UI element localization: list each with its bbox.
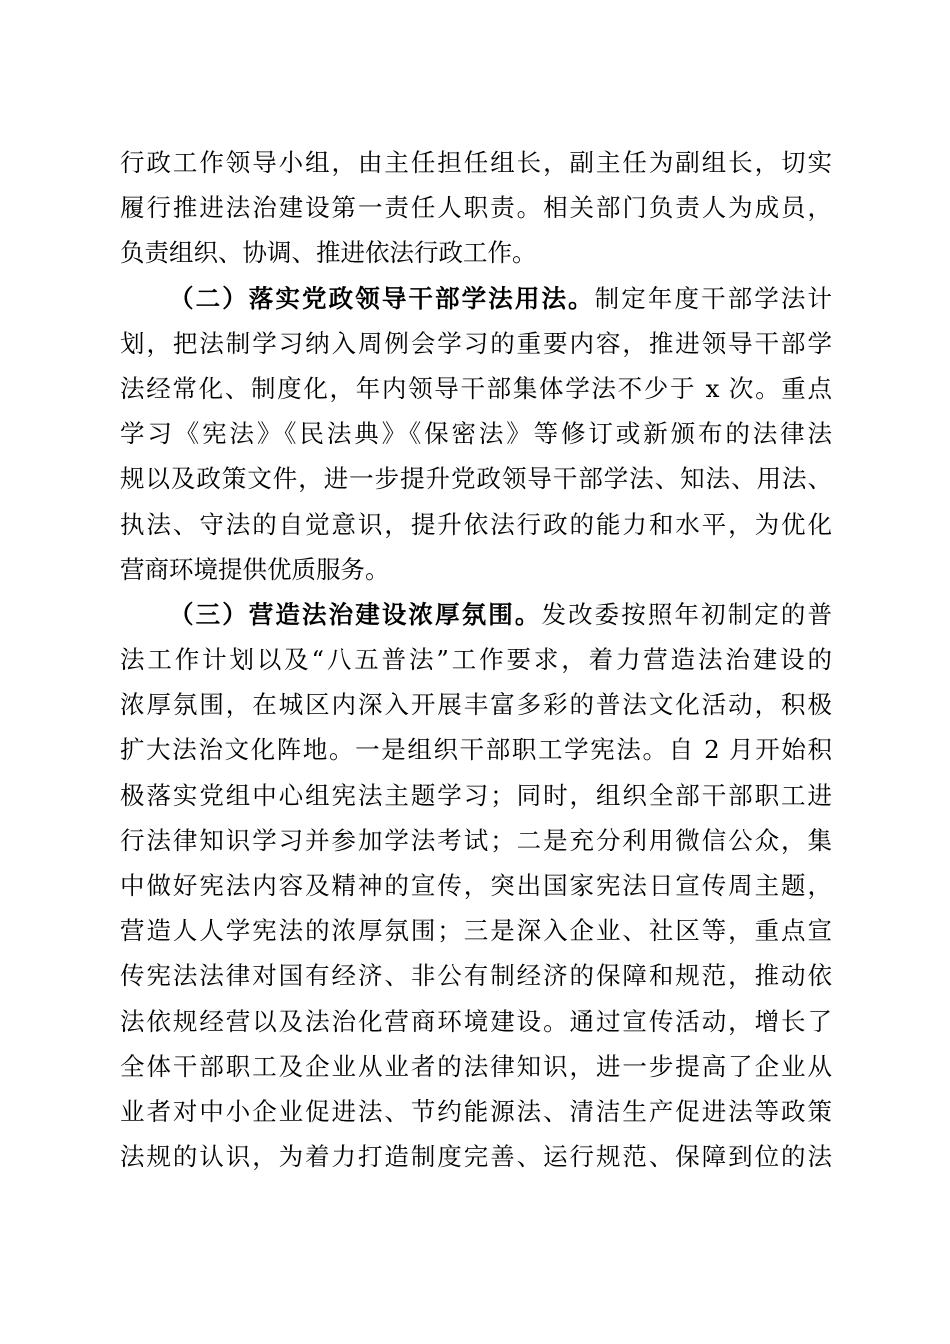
text-line: 营造人人学宪法的浓厚氛围；三是深入企业、社区等，重点宣 xyxy=(120,916,832,946)
text-line: 法规的认识，为着力打造制度完善、运行规范、保障到位的法 xyxy=(120,1142,832,1172)
paragraph-leadership-group xyxy=(120,140,832,276)
text-line: 传宪法法律对国有经济、非公有制经济的保障和规范，推动依 xyxy=(120,961,832,991)
document-body xyxy=(120,140,832,1179)
text-line: 法工作计划以及“八五普法”工作要求，着力营造法治建设的 xyxy=(120,645,832,675)
text-line: 负责组织、协调、推进依法行政工作。 xyxy=(120,238,537,268)
text-line: 营商环境提供优质服务。 xyxy=(120,554,390,584)
paragraph-cadre-law-study xyxy=(120,276,832,592)
text-line: 业者对中小企业促进法、节约能源法、清洁生产促进法等政策 xyxy=(120,1096,832,1126)
text-line: 履行推进法治建设第一责任人职责。相关部门负责人为成员， xyxy=(120,193,832,223)
text-line: 全体干部职工及企业从业者的法律知识，进一步提高了企业从 xyxy=(120,1051,832,1081)
text-line xyxy=(120,592,832,637)
text-span: 制定年度干部学法计 xyxy=(594,283,833,313)
section-heading: （三）营造法治建设浓厚氛围。 xyxy=(169,599,542,629)
text-line: 扩大法治文化阵地。一是组织干部职工学宪法。自 2 月开始积 xyxy=(120,735,832,765)
section-heading: （二）落实党政领导干部学法用法。 xyxy=(169,283,595,313)
text-line: 浓厚氛围，在城区内深入开展丰富多彩的普法文化活动，积极 xyxy=(120,690,832,720)
text-line: 行政工作领导小组，由主任担任组长，副主任为副组长，切实 xyxy=(120,148,832,177)
text-line: 法经常化、制度化，年内领导干部集体学法不少于 x 次。重点 xyxy=(120,373,832,403)
text-line: 执法、守法的自觉意识，提升依法行政的能力和水平，为优化 xyxy=(120,509,832,539)
text-line: 极落实党组中心组宪法主题学习；同时，组织全部干部职工进 xyxy=(120,780,832,810)
text-line: 法依规经营以及法治化营商环境建设。通过宣传活动，增长了 xyxy=(120,1006,832,1036)
text-line: 划，把法制学习纳入周例会学习的重要内容，推进领导干部学 xyxy=(120,328,832,358)
text-line: 规以及政策文件，进一步提升党政领导干部学法、知法、用法、 xyxy=(120,464,832,494)
paragraph-rule-of-law-atmosphere xyxy=(120,592,832,1179)
text-line: 学习《宪法》《民法典》《保密法》等修订或新颁布的法律法 xyxy=(120,419,832,449)
text-line: 行法律知识学习并参加学法考试；二是充分利用微信公众，集 xyxy=(120,825,832,855)
text-line xyxy=(120,276,832,321)
text-span: 发改委按照年初制定的普 xyxy=(541,599,833,629)
text-line: 中做好宪法内容及精神的宣传，突出国家宪法日宣传周主题， xyxy=(120,871,832,900)
